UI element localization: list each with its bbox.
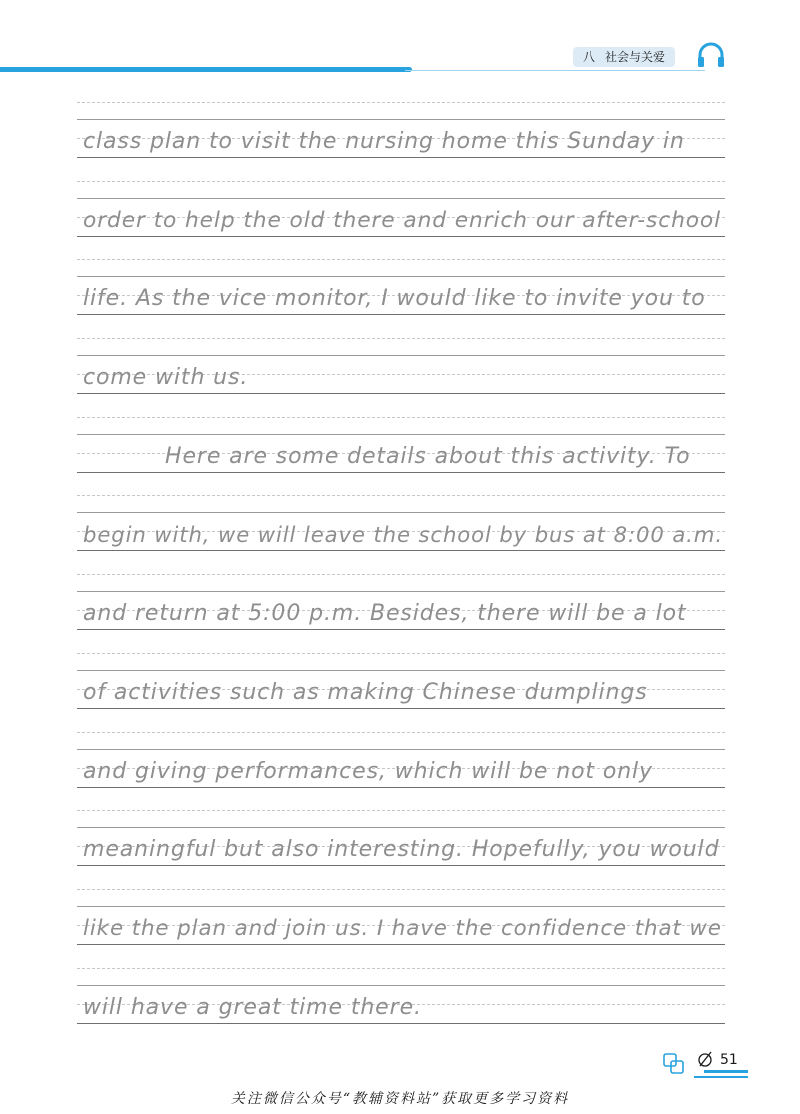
- header-rule: [405, 70, 705, 71]
- page-number: 51: [720, 1052, 738, 1068]
- ruled-line: [77, 472, 725, 473]
- handwritten-line: will have a great time there.: [83, 994, 422, 1020]
- page-number-underline: [704, 1070, 748, 1073]
- ruled-line: [77, 495, 725, 496]
- ruled-line: [77, 1023, 725, 1024]
- handwritten-line: come with us.: [83, 365, 249, 391]
- writing-row: [77, 732, 725, 811]
- writing-row: [77, 417, 725, 496]
- ruled-line: [77, 198, 725, 199]
- writing-row: [77, 259, 725, 338]
- ruled-line: [77, 810, 725, 811]
- ruled-line: [77, 787, 725, 788]
- ruled-line: [77, 157, 725, 158]
- handwritten-line: like the plan and join us. I have the confidence that we: [83, 915, 722, 941]
- ruled-line: [77, 653, 725, 654]
- ruled-line: [77, 355, 725, 356]
- chapter-title: 社会与关爱: [605, 50, 666, 64]
- overlap-squares-icon: [662, 1052, 686, 1076]
- ruled-line: [77, 512, 725, 513]
- ruled-line: [77, 119, 725, 120]
- writing-row: [77, 653, 725, 732]
- ruled-line: [77, 393, 725, 394]
- ruled-line: [77, 889, 725, 890]
- writing-row: [77, 338, 725, 417]
- writing-row: [77, 102, 725, 181]
- ruled-line: [77, 906, 725, 907]
- handwritten-line: and giving performances, which will be not only: [83, 758, 653, 784]
- ruled-line: [77, 732, 725, 733]
- headphone-icon: [696, 42, 726, 68]
- ruled-line: [77, 550, 725, 551]
- ruled-line: [77, 827, 725, 828]
- handwritten-line: life. As the vice monitor, I would like to invite you to: [83, 286, 706, 312]
- ruled-line: [77, 236, 725, 237]
- ruled-line: [77, 865, 725, 866]
- ruled-line: [77, 102, 725, 103]
- handwriting-sheet: [77, 102, 725, 1046]
- ruled-line: [77, 968, 725, 969]
- ruled-line: [77, 591, 725, 592]
- writing-row: [77, 574, 725, 653]
- ruled-line: [77, 708, 725, 709]
- ruled-line: [77, 276, 725, 277]
- ruled-line: [77, 944, 725, 945]
- handwritten-line: Here are some details about this activity. To: [165, 443, 691, 469]
- ruled-line: [77, 574, 725, 575]
- writing-row: [77, 495, 725, 574]
- ruled-line: [77, 338, 725, 339]
- ruled-line: [77, 629, 725, 630]
- ruled-line: [77, 749, 725, 750]
- page-number-underline-2: [694, 1076, 748, 1078]
- handwritten-line: and return at 5:00 p.m. Besides, there will be a lot: [83, 601, 687, 627]
- ruled-line: [77, 434, 725, 435]
- footer-note: 关注微信公众号“教辅资料站”获取更多学习资料: [230, 1091, 570, 1107]
- handwritten-line: meaningful but also interesting. Hopefully, you would: [83, 837, 720, 863]
- handwritten-line: of activities such as making Chinese dumplings: [83, 679, 648, 705]
- ruled-line: [77, 314, 725, 315]
- handwritten-line: begin with, we will leave the school by bus at 8:00 a.m.: [83, 522, 723, 548]
- writing-row: [77, 810, 725, 889]
- chapter-tag: [573, 47, 675, 67]
- writing-row: [77, 889, 725, 968]
- ruled-line: [77, 670, 725, 671]
- writing-row: [77, 968, 725, 1047]
- header-accent-bar: [0, 67, 412, 72]
- ruled-line: [77, 985, 725, 986]
- writing-row: [77, 181, 725, 260]
- ruled-line: [77, 181, 725, 182]
- handwritten-line: order to help the old there and enrich our after-school: [83, 207, 722, 233]
- pencil-icon: [696, 1049, 714, 1069]
- ruled-line: [77, 259, 725, 260]
- handwritten-line: class plan to visit the nursing home this Sunday in: [83, 129, 685, 154]
- chapter-number: 八: [583, 50, 596, 64]
- ruled-line: [77, 417, 725, 418]
